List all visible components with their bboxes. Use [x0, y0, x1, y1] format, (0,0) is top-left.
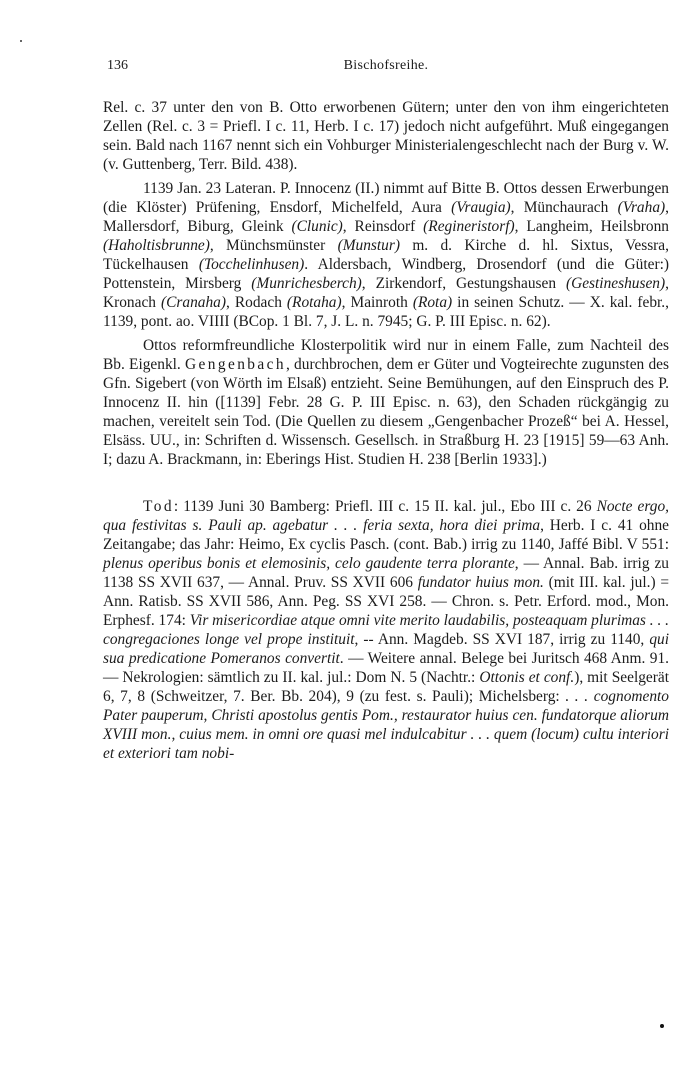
text-run: . Aldersbach, Windberg, Drosendorf (und die Güter:) Pottenstein, Mirsberg: [103, 256, 669, 292]
spaced-term: Tod: [143, 498, 174, 515]
running-title: Bischofsreihe.: [343, 58, 429, 73]
italic-run: (Rota): [412, 294, 453, 311]
text-run: , Langheim, Heilsbronn: [514, 218, 669, 235]
italic-run: Vir misericordiae atque omni vite merito laudabilis, posteaquam plurimas . . . congregaciones longe vel prope instituit: [103, 612, 669, 648]
text-run: 1139 Jan. 23 Lateran. P. Innocenz (II.) nimmt auf Bitte B. Ottos dessen Erwerbungen (die Klöster) Prüfening, Ensdorf, Michelfeld, Aura: [103, 180, 669, 216]
text-run: , Zirkendorf, Gestungshausen: [361, 275, 566, 292]
italic-run: (Clunic): [291, 218, 343, 235]
text-run: , Mainroth: [341, 294, 413, 311]
italic-run: fundator huius mon.: [417, 574, 544, 591]
text-run: in seinen Schutz. — X. kal. febr., 1139, pont. ao. VIIII (BCop. 1 Bl. 7, J. L. n. 7945; G. P. III Episc. n. 62).: [103, 294, 669, 330]
text-run: (mit III. kal. jul.) = Ann. Ratisb. SS XVII 586, Ann. Peg. SS XVI 258. — Chron. s. Petr. Erford. mod., Mon. Erphesf. 174:: [103, 574, 670, 629]
italic-run: . . . cognomento Pater pauperum, Christi apostolus gentis Pom., restaurator huius cen. fundatorque aliorum XVIII mon., cuius mem. in omni ore quasi mel indulcabitur . . . quem (locum) cultu interiori et exteriori tam nobi-: [103, 688, 669, 762]
text-run: , Münchsmünster: [209, 237, 338, 254]
text-run: , durchbrochen, dem er Güter und Vogteirechte zugunsten des Gfn. Sigebert (von Wörth im Elsaß) entzieht. Seine Bemühungen, auf den Einspruch des P. Innocenz II. hin ([1139] Febr. 28 G. P. III Episc. n. 63), den Schaden rückgängig zu machen, vereitelt sein Tod. (Die Quellen zu diesem „Gengenbacher Prozeß“ bei A. Hessel, Elsäss. UU., in: Schriften d. Wissensch. Gesellsch. in Straßburg H. 23 [1915] 59—63 Anh. I; dazu A. Brackmann, in: Eberings Hist. Studien H. 238 [Berlin 1933].): [103, 356, 669, 468]
text-run: , Herb. I c. 41 ohne Zeitangabe; das Jahr: Heimo, Ex cyclis Pasch. (cont. Bab.) irrig zu 1140, Jaffé Bibl. V 551:: [103, 517, 670, 553]
document-page: [103, 58, 669, 763]
italic-run: (Regineristorf): [423, 218, 515, 235]
scan-speck: [20, 40, 22, 42]
paragraph-3: [103, 336, 669, 469]
italic-run: Nocte ergo, qua festivitas s. Pauli ap. agebatur . . . feria sexta, hora diei prima: [103, 498, 669, 534]
italic-run: (Munstur): [337, 237, 400, 254]
text-run: Ottos reformfreundliche Klosterpolitik wird nur in einem Falle, zum Nachteil des Bb. Eigenkl.: [103, 337, 669, 373]
italic-run: plenus operibus bonis et elemosinis, celo gaudente terra plorante: [103, 555, 515, 572]
text-run: , — Annal. Bab. irrig zu 1138 SS XVII 637, — Annal. Pruv. SS XVII 606: [103, 555, 669, 591]
text-run: , Reinsdorf: [342, 218, 424, 235]
spaced-term: Gengenbach: [185, 356, 286, 373]
italic-run: (Haholtisbrunne): [103, 237, 210, 254]
paragraph-1: Rel. c. 37 unter den von B. Otto erworbenen Gütern; unter den von ihm eingerichteten Zellen (Rel. c. 3 = Priefl. I c. 11, Herb. I c. 17) jedoch nicht aufgeführt. Muß eingegangen sein. Bald nach 1167 nennt sich ein Vohburger Ministerialengeschlecht nach der Burg v. W. (v. Guttenberg, Terr. Bild. 438).: [103, 99, 669, 173]
text-run: ), mit Seelgerät 6, 7, 8 (Schweitzer, 7. Ber. Bb. 204), 9 (zu fest. s. Pauli); Michelsberg:: [103, 669, 669, 705]
italic-run: qui sua predicatione Pomeranos convertit: [103, 631, 669, 667]
italic-run: (Munrichesberch): [251, 275, 362, 292]
text-run: , Rodach: [226, 294, 287, 311]
italic-run: (Gestineshusen): [565, 275, 666, 292]
text-run: . — Weitere annal. Belege bei Juritsch 468 Anm. 91. — Nekrologien: sämtlich zu II. kal. jul.: Dom N. 5 (Nachtr.:: [103, 650, 669, 686]
text-run: , -- Ann. Magdeb. SS XVI 187, irrig zu 1140,: [354, 631, 650, 648]
page-number: 136: [107, 58, 128, 73]
italic-run: (Rotaha): [286, 294, 342, 311]
text-run: , Kronach: [103, 275, 669, 311]
italic-run: (Tocchelinhusen): [198, 256, 305, 273]
italic-run: (Vraha): [617, 199, 666, 216]
paragraph-2: [103, 179, 669, 331]
text-run: m. d. Kirche d. hl. Sixtus, Vessra, Tückelhausen: [103, 237, 669, 273]
text-run: : 1139 Juni 30 Bamberg: Priefl. III c. 15 II. kal. jul., Ebo III c. 26: [173, 498, 597, 515]
page-header: [103, 58, 669, 80]
italic-run: (Cranaha): [161, 294, 226, 311]
scan-dot: [660, 1024, 664, 1028]
text-run: , Münchaurach: [510, 199, 618, 216]
italic-run: Ottonis et conf.: [479, 669, 575, 686]
paragraph-4: [103, 497, 669, 763]
italic-run: (Vraugia): [451, 199, 511, 216]
text-run: , Mallersdorf, Biburg, Gleink: [103, 199, 670, 235]
